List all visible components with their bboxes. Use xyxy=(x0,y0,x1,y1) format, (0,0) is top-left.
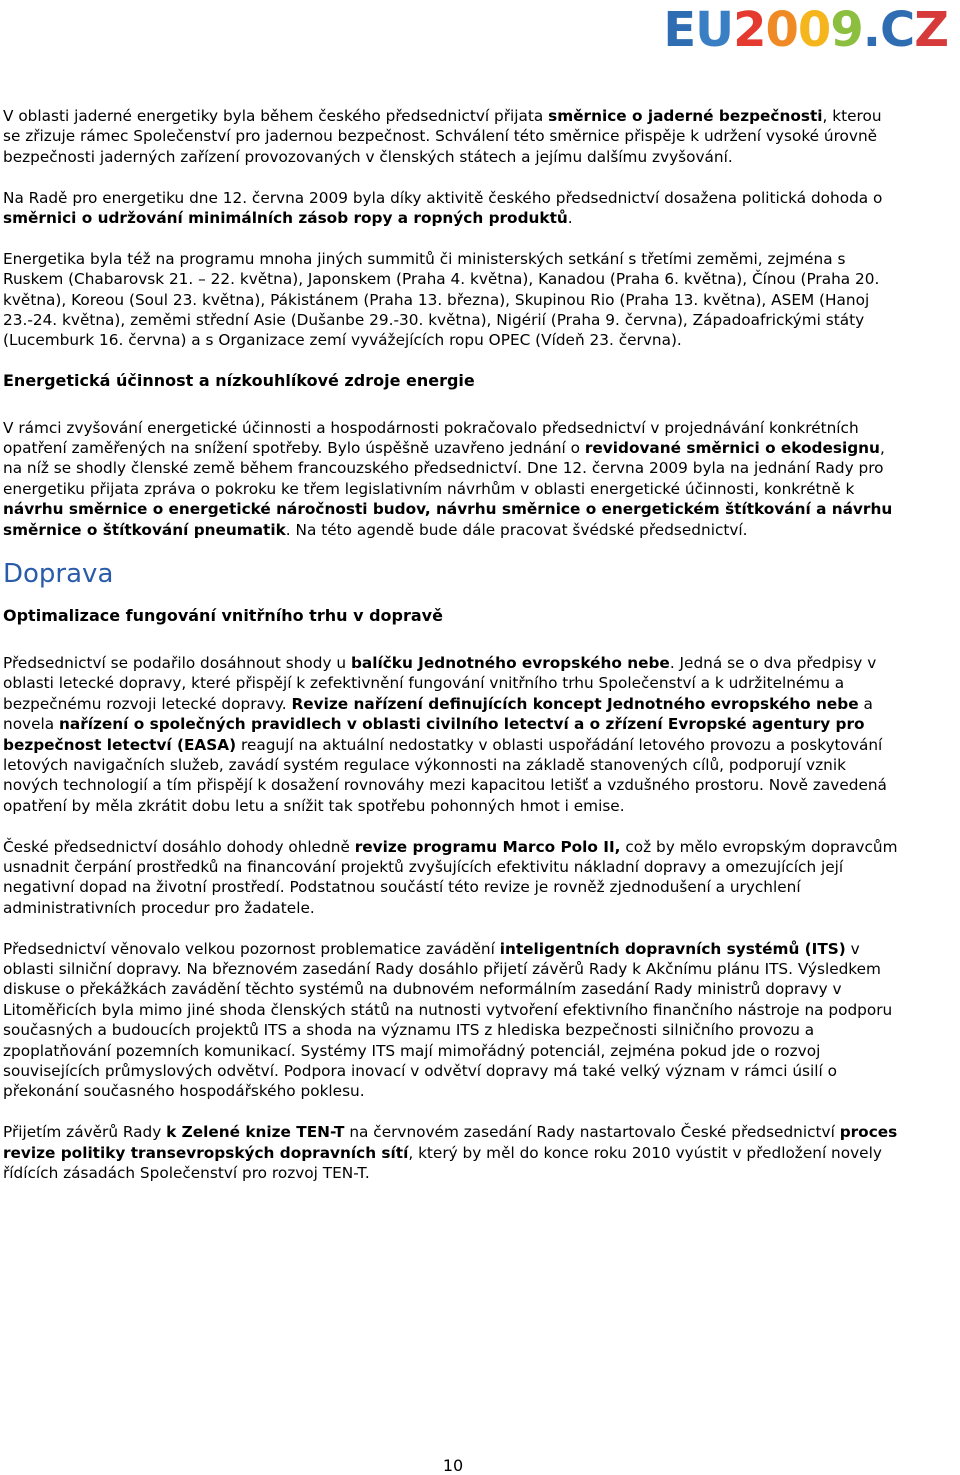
text-run: Předsednictví věnovalo velkou pozornost problematice zavádění xyxy=(3,939,500,958)
text-run: Energetika byla též na programu mnoha jiných summitů či ministerských setkání s třetími zeměmi, zejména s Ruskem (Chabarovsk 21. – 22. května), Japonskem (Praha 4. května), Kanadou (Praha 6. května), Čínou (Praha 20. května), Koreou (Soul 23. května), Pákistánem (Praha 13. března), Skupinou Rio (Praha 13. května), ASEM (Hanoj 23.-24. května), zeměmi střední Asie (Dušanbe 29.-30. května), Nigérií (Praha 9. června), Západoafrickými státy (Lucemburk 16. června) a s Organizace zemí vyvážejících ropu OPEC (Vídeň 23. června). xyxy=(3,249,880,350)
para-marco-polo xyxy=(3,837,903,919)
text-run: , který by měl do konce roku 2010 vyústit v předložení novely řídících zásadách Společenství pro rozvoj TEN-T. xyxy=(3,1143,882,1182)
text-run: Přijetím závěrů Rady xyxy=(3,1123,167,1142)
document-body xyxy=(3,106,903,1204)
page-number: 10 xyxy=(442,1456,464,1475)
logo-letter: 0 xyxy=(765,2,798,58)
para-summits xyxy=(3,249,903,351)
text-run: V rámci zvyšování energetické účinnosti a hospodárnosti pokračovalo předsednictví v projednávání konkrétních opatření zaměřených na snížení spotřeby. Bylo úspěšně uzavřeno jednání o xyxy=(3,418,859,458)
logo-letter: U xyxy=(695,2,734,58)
bold-text: nařízení o společných pravidlech v oblasti civilního letectví a o zřízení Evropské agentury pro bezpečnost letectví (EASA) xyxy=(3,715,865,754)
bold-text: balíčku Jednotného evropského nebe xyxy=(350,653,670,672)
text-run: Optimalizace fungování vnitřního trhu v dopravě xyxy=(3,606,443,626)
bold-text: inteligentních dopravních systémů (ITS) xyxy=(499,939,846,958)
logo-letter: Z xyxy=(914,2,948,58)
heading-internal-market xyxy=(3,606,903,626)
text-run: a novela xyxy=(3,694,873,734)
para-its xyxy=(3,939,903,1102)
bold-text: revize programu Marco Polo II, xyxy=(354,837,621,856)
text-run: . xyxy=(567,209,573,228)
para-nuclear xyxy=(3,106,903,167)
text-run: což by mělo evropským dopravcům usnadnit čerpání prostředků na financování projektů zvyšujících efektivitu nákladní dopravy a omezujících její negativní dopad na životní prostředí. Podstatnou součástí této revize je rovněž zjednodušení a urychlení administrativních procedur pro žadatele. xyxy=(3,837,898,917)
para-aviation xyxy=(3,653,903,816)
bold-text: revidované směrnici o ekodesignu xyxy=(584,439,880,458)
heading-doprava xyxy=(3,560,903,588)
logo-letter: 9 xyxy=(830,2,863,58)
bold-text: proces revize politiky transevropských dopravních sítí xyxy=(3,1123,898,1162)
text-run: na červnovém zasedání Rady nastartovalo České předsednictví xyxy=(344,1123,840,1142)
text-run: V oblasti jaderné energetiky byla během českého předsednictví přijata xyxy=(3,107,549,125)
text-run: Energetická účinnost a nízkouhlíkové zdroje energie xyxy=(3,371,475,391)
text-run: Předsednictví se podařilo dosáhnout shody u xyxy=(3,653,351,672)
text-run: , kterou se zřizuje rámec Společenství pro jadernou bezpečnost. Schválení této směrnice přispěje k udržení vysoké úrovně bezpečnosti jaderných zařízení provozovaných v členských státech a jejímu dalšímu zvyšování. xyxy=(3,107,882,166)
bold-text: směrnici o udržování minimálních zásob ropy a ropných produktů xyxy=(3,209,568,228)
para-ten-t xyxy=(3,1122,903,1183)
logo-letter: 0 xyxy=(797,2,831,58)
text-run: České předsednictví dosáhlo dohody ohledně xyxy=(3,837,355,856)
logo-letter: C xyxy=(879,2,915,58)
text-run: . Na této agendě bude dále pracovat švédské předsednictví. xyxy=(285,520,748,539)
eu2009-logo xyxy=(663,2,948,58)
bold-text: Revize nařízení definujících koncept Jednotného evropského nebe xyxy=(291,694,859,713)
para-energy-council xyxy=(3,188,903,229)
logo-letter: 2 xyxy=(733,2,766,58)
bold-text: směrnice o jaderné bezpečnosti xyxy=(548,107,823,125)
text-run: reagují na aktuální nedostatky v oblasti uspořádání letového provozu a poskytování letových navigačních služeb, zavádí systém regulace výkonnosti na základě stanovených cílů, podporují vznik nových technologií a tím přispějí k dosažení rovnováhy mezi kapacitou letišť a vzdušného prostoru. Nově zavedená opatření by měla zkrátit dobu letu a snížit tak spotřebu pohonných hmot i emise. xyxy=(3,735,887,815)
para-efficiency xyxy=(3,418,903,540)
logo-letter: . xyxy=(862,2,880,58)
heading-energy-efficiency xyxy=(3,371,903,391)
text-run: , na níž se shodly členské země během francouzského předsednictví. Dne 12. června 2009 byla na jednání Rady pro energetiku přijata zpráva o pokroku ke třem legislativním návrhům v oblasti energetické účinnosti, konkrétně k xyxy=(3,439,885,498)
text-run: . Jedná se o dva předpisy v oblasti letecké dopravy, které přispějí k zefektivnění fungování vnitřního trhu Společenství a k udržitelnému a bezpečnému rozvoji letecké dopravy. xyxy=(3,653,877,713)
text-run: Na Radě pro energetiku dne 12. června 2009 byla díky aktivitě českého předsednictví dosažena politická dohoda o xyxy=(3,188,883,207)
bold-text: k Zelené knize TEN-T xyxy=(166,1123,345,1142)
text-run: v oblasti silniční dopravy. Na březnovém zasedání Rady dosáhlo přijetí závěrů Rady k Akčnímu plánu ITS. Výsledkem diskuse o překážkách zavádění těchto systémů na dubnovém neformálním zasedání Rady ministrů dopravy v Litoměřicích byla mimo jiné shoda členských států na nutnosti vytvoření efektivního finančního nástroje na podporu současných a budoucích projektů ITS a shoda na významu ITS z hlediska bezpečnosti silničního provozu a zpoplatňování pozemních komunikací. Systémy ITS mají mimořádný potenciál, zejména pokud jde o rozvoj souvisejících průmyslových odvětví. Podpora inovací v odvětví dopravy má také velký význam v rámci úsilí o překonání současného hospodářského poklesu. xyxy=(3,939,893,1101)
bold-text: návrhu směrnice o energetické náročnosti budov, návrhu směrnice o energetickém štítkování a návrhu směrnice o štítkování pneumatik xyxy=(3,500,893,539)
text-run: Doprava xyxy=(3,559,114,590)
logo-letter: E xyxy=(663,2,696,58)
